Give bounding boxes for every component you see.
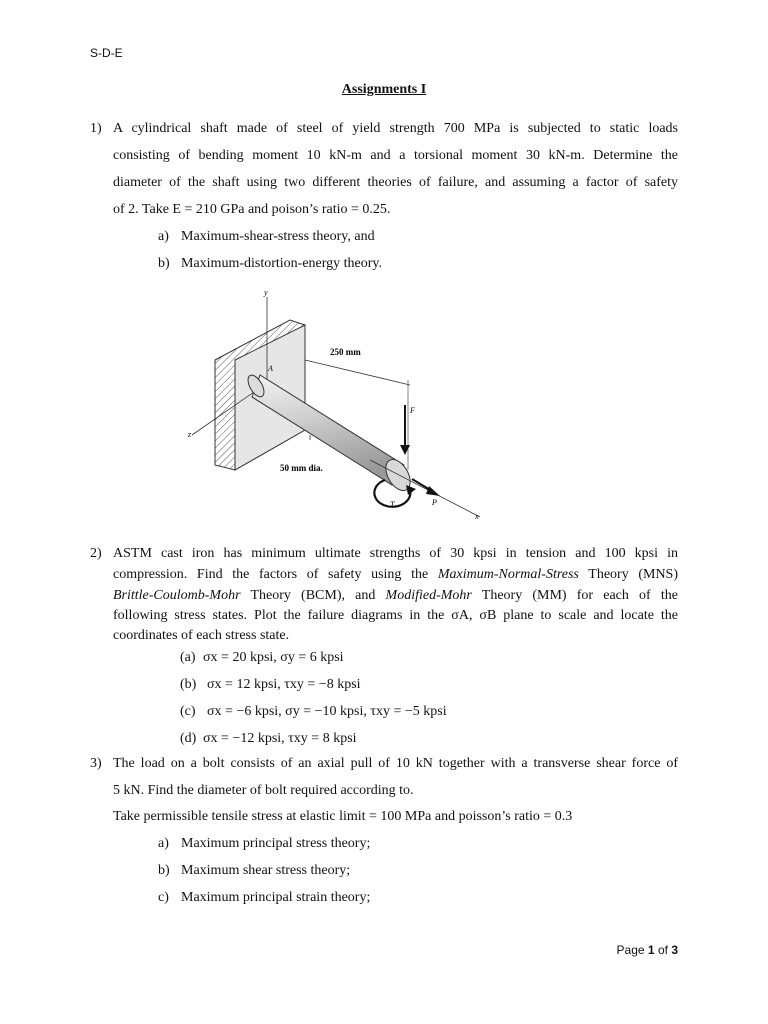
question-text-line: following stress states. Plot the failure diagrams in the σA, σB plane to scale and locate the [113,608,678,623]
option-label: b) [158,863,170,878]
stress-case: σx = −12 kpsi, τxy = 8 kpsi [203,731,357,746]
case-label: (c) [180,704,196,719]
question-text-line: of 2. Take E = 210 GPa and poison’s ratio = 0.25. [113,202,391,217]
question-text-line: ASTM cast iron has minimum ultimate strengths of 30 kpsi in tension and 100 kpsi in [113,546,678,561]
option-text: Maximum shear stress theory; [181,863,351,878]
diameter-label: 50 mm dia. [280,463,323,473]
length-label: 250 mm [330,347,361,357]
x-axis-line [370,460,480,517]
case-label: (b) [180,677,197,692]
option-label: a) [158,229,169,244]
question-text-line: consisting of bending moment 10 kN-m and a torsional moment 30 kN-m. Determine the [113,148,678,163]
dimension-line [305,360,410,385]
question-text-line: 5 kN. Find the diameter of bolt required according to. [113,783,414,798]
x-axis-label: x [475,512,479,521]
torque-t-label: T [390,500,395,509]
question-number: 3) [90,756,102,771]
z-axis-label: z [188,430,192,439]
option-label: c) [158,890,169,905]
question-number: 2) [90,546,102,561]
option-text: Maximum-shear-stress theory, and [181,229,375,244]
force-f-arrow [400,405,410,455]
force-p-label: P [432,498,437,507]
case-label: (d) [180,731,197,746]
stress-case: σx = −6 kpsi, σy = −10 kpsi, τxy = −5 kpsi [207,704,447,719]
option-label: a) [158,836,169,851]
force-p-arrow [412,479,440,496]
question-text-line: Take permissible tensile stress at elastic limit = 100 MPa and poisson’s ratio = 0.3 [113,809,573,824]
force-f-label: F [410,406,415,415]
question-text-line: A cylindrical shaft made of steel of yield strength 700 MPa is subjected to static loads [113,121,678,136]
option-label: b) [158,256,170,271]
question-text-line: The load on a bolt consists of an axial pull of 10 kN together with a transverse shear force of [113,756,678,771]
question-text-line: diameter of the shaft using two different theories of failure, and assuming a factor of safety [113,175,678,190]
page-number-footer: Page 1 of 3 [616,943,678,957]
question-number: 1) [90,121,102,136]
case-label: (a) [180,650,196,665]
page-title: Assignments I [341,82,427,97]
option-text: Maximum-distortion-energy theory. [181,256,383,271]
question-text-line: coordinates of each stress state. [113,628,290,643]
stress-case: σx = 20 kpsi, σy = 6 kpsi [203,650,344,665]
stress-case: σx = 12 kpsi, τxy = −8 kpsi [207,677,361,692]
question-text-line: Brittle-Coulomb-Mohr Theory (BCM), and Modified-Mohr Theory (MM) for each of the [113,588,678,603]
option-text: Maximum principal strain theory; [181,890,371,905]
shaft-figure [180,285,500,525]
document-code: S-D-E [90,46,123,60]
point-a-label: A [268,364,273,373]
y-axis-label: y [264,288,268,297]
option-text: Maximum principal stress theory; [181,836,371,851]
question-text-line: compression. Find the factors of safety using the Maximum-Normal-Stress Theory (MNS) [113,567,679,582]
